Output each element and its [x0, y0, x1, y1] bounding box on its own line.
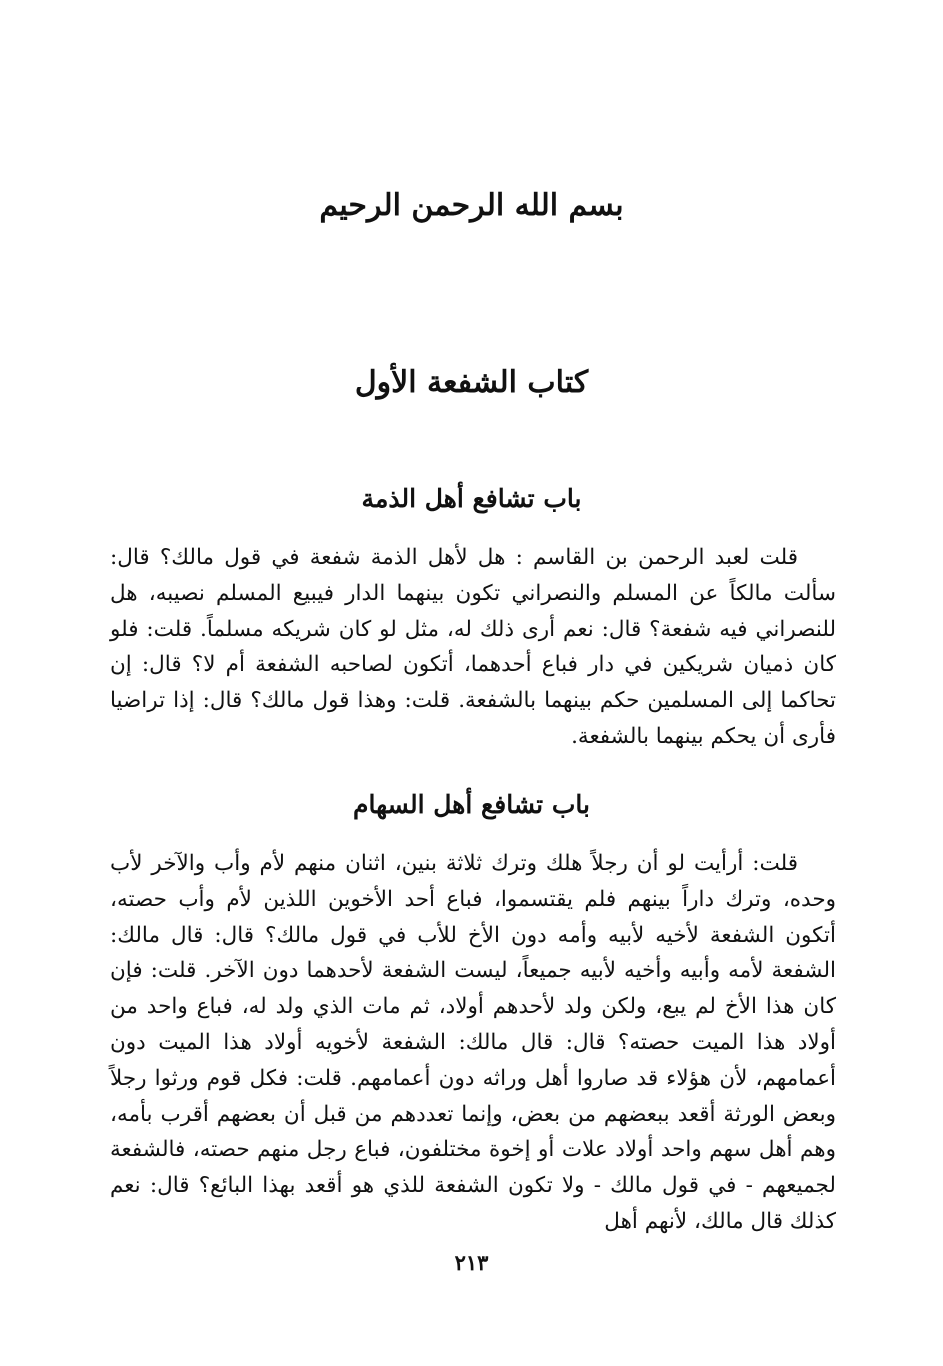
paragraph-dhimmi: قلت لعبد الرحمن بن القاسم : هل لأهل الذمة شفعة في قول مالك؟ قال: سألت مالكاً عن المسلم والنصراني تكون بينهما الدار فيبيع المسلم نصيبه، هل للنصراني فيه شفعة؟ قال: نعم أرى ذلك له، مثل لو كان شريكه مسلماً. قلت: فلو كان ذميان شريكين في دار فباع أحدهما، أتكون لصاحبه الشفعة أم لا؟ قال: إن تحاكما إلى المسلمين حكم بينهما بالشفعة. قلت: وهذا قول مالك؟ قال: إذا تراضيا فأرى أن يحكم بينهما بالشفعة. — [110, 545, 836, 749]
basmala-heading: بسم الله الرحمن الرحيم — [319, 188, 624, 223]
chapter-heading-dhimmi: باب تشافع أهل الذمة — [361, 484, 582, 513]
book-title: كتاب الشفعة الأول — [354, 365, 589, 400]
chapter-heading-shares: باب تشافع أهل السهام — [353, 790, 590, 819]
page-number: ٢١٣ — [454, 1250, 489, 1275]
paragraph-shares: قلت: أرأيت لو أن رجلاً هلك وترك ثلاثة بنين، اثنان منهم لأم وأب والآخر لأب وحده، وترك داراً بينهم فلم يقتسموا، فباع أحد الأخوين اللذين لأم وأب حصته، أتكون الشفعة لأخيه لأبيه وأمه دون الأخ للأب في قول مالك؟ قال: قال مالك: الشفعة لأمه وأبيه وأخيه لأبيه جميعاً، ليست الشفعة لأحدهما دون الآخر. قلت: فإن كان هذا الأخ لم يبع، ولكن ولد لأحدهم أولاد، ثم مات الذي ولد له، فباع واحد من أولاد هذا الميت حصته؟ قال: قال مالك: الشفعة لأخويه أولاد هذا الميت دون أعمامهم، لأن هؤلاء قد صاروا أهل وراثه دون أعمامهم. قلت: فكل قوم ورثوا رجلاً وبعض الورثة أقعد ببعضهم من بعض، وإنما تعددهم من قبل أن بعضهم أقرب بأمه، وهم أهل سهم واحد أولاد علات أو إخوة مختلفون، فباع رجل منهم حصته، فالشفعة لجميعهم - في قول مالك - ولا تكون الشفعة للذي هو أقعد بهذا البائع؟ قال: نعم كذلك قال مالك، لأنهم أهل — [110, 851, 836, 1234]
